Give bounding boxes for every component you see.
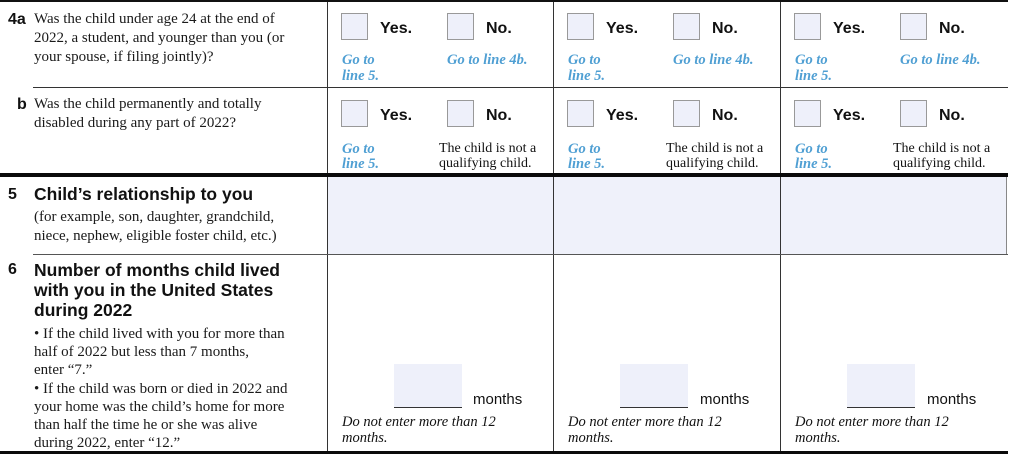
yes-label: Yes.	[380, 20, 413, 37]
child-2-column	[553, 2, 780, 88]
no-label: No.	[939, 107, 965, 124]
yes-checkbox[interactable]	[567, 13, 594, 40]
no-checkbox[interactable]	[447, 13, 474, 40]
yes-checkbox[interactable]	[794, 100, 821, 127]
months-input[interactable]	[847, 364, 915, 408]
yes-label: Yes.	[380, 107, 413, 124]
yes-instruction: Go to	[568, 52, 601, 68]
question-line: Was the child permanently and totally	[34, 96, 262, 112]
no-checkbox[interactable]	[673, 13, 700, 40]
question-line: disabled during any part of 2022?	[34, 115, 237, 131]
no-checkbox[interactable]	[673, 100, 700, 127]
months-note: months.	[568, 430, 614, 446]
months-note: months.	[342, 430, 388, 446]
no-instruction: The child is not a	[439, 141, 537, 156]
child-2-relationship-field[interactable]	[553, 177, 780, 254]
no-instruction: The child is not a	[666, 141, 764, 156]
yes-checkbox[interactable]	[341, 100, 368, 127]
yes-label: Yes.	[833, 20, 866, 37]
no-instruction: qualifying child.	[439, 156, 532, 171]
no-label: No.	[712, 107, 738, 124]
yes-instruction: Go to	[568, 141, 601, 157]
yes-label: Yes.	[833, 107, 866, 124]
months-note: Do not enter more than 12	[795, 414, 949, 430]
no-checkbox[interactable]	[447, 100, 474, 127]
child-3-column	[780, 88, 1007, 174]
line-title: during 2022	[34, 300, 133, 320]
yes-instruction: Go to	[795, 141, 828, 157]
line-number: b	[17, 96, 27, 113]
no-instruction: The child is not a	[893, 141, 991, 156]
no-checkbox[interactable]	[900, 13, 927, 40]
months-input[interactable]	[620, 364, 688, 408]
line-description: (for example, son, daughter, grandchild,	[34, 209, 275, 225]
months-input[interactable]	[394, 364, 462, 408]
no-label: No.	[486, 20, 512, 37]
line-number: 5	[8, 186, 17, 203]
question-line: your spouse, if filing jointly)?	[34, 49, 214, 65]
line-number: 4a	[8, 11, 26, 28]
child-1-column	[327, 255, 553, 452]
line-description: niece, nephew, eligible foster child, etc.)	[34, 228, 277, 244]
no-instruction: qualifying child.	[666, 156, 759, 171]
months-unit: months	[473, 391, 523, 408]
instruction-line: • If the child was born or died in 2022 and	[34, 381, 288, 397]
line-4b-label	[0, 88, 327, 174]
line-5-label	[0, 177, 327, 254]
question-line: Was the child under age 24 at the end of	[34, 11, 275, 27]
line-4a-label	[0, 2, 327, 88]
months-unit: months	[927, 391, 977, 408]
line-4b-row	[0, 88, 1008, 174]
yes-instruction: Go to	[342, 141, 375, 157]
line-title: Child’s relationship to you	[34, 184, 254, 204]
line-number: 6	[8, 261, 17, 278]
yes-instruction: line 5.	[568, 68, 606, 84]
yes-checkbox[interactable]	[794, 13, 821, 40]
line-title: Number of months child lived	[34, 260, 280, 280]
no-checkbox[interactable]	[900, 100, 927, 127]
child-3-relationship-field[interactable]	[780, 177, 1007, 254]
line-4a-row	[0, 2, 1008, 88]
instruction-line: • If the child lived with you for more than	[34, 326, 285, 342]
child-2-column	[553, 88, 780, 174]
no-label: No.	[486, 107, 512, 124]
no-label: No.	[939, 20, 965, 37]
child-1-column	[327, 88, 553, 174]
instruction-line: during 2022, enter “12.”	[34, 435, 181, 451]
no-instruction: Go to line 4b.	[900, 52, 981, 68]
yes-instruction: Go to	[795, 52, 828, 68]
line-5-row	[0, 177, 1008, 254]
yes-instruction: line 5.	[795, 156, 833, 172]
child-2-column	[553, 255, 780, 452]
yes-instruction: Go to	[342, 52, 375, 68]
child-3-column	[780, 2, 1007, 88]
yes-checkbox[interactable]	[341, 13, 368, 40]
instruction-line: enter “7.”	[34, 362, 93, 378]
instruction-line: than half the time he or she was alive	[34, 417, 258, 433]
child-3-column	[780, 255, 1007, 452]
yes-checkbox[interactable]	[567, 100, 594, 127]
months-note: Do not enter more than 12	[568, 414, 722, 430]
line-6-row	[0, 255, 1008, 452]
child-1-column	[327, 2, 553, 88]
no-instruction: Go to line 4b.	[447, 52, 528, 68]
yes-instruction: line 5.	[342, 68, 380, 84]
no-instruction: Go to line 4b.	[673, 52, 754, 68]
months-note: months.	[795, 430, 841, 446]
instruction-line: your home was the child’s home for more	[34, 399, 285, 415]
no-instruction: qualifying child.	[893, 156, 986, 171]
yes-instruction: line 5.	[342, 156, 380, 172]
yes-instruction: line 5.	[795, 68, 833, 84]
yes-instruction: line 5.	[568, 156, 606, 172]
instruction-line: half of 2022 but less than 7 months,	[34, 344, 249, 360]
months-note: Do not enter more than 12	[342, 414, 496, 430]
no-label: No.	[712, 20, 738, 37]
question-line: 2022, a student, and younger than you (or	[34, 30, 285, 46]
bottom-rule	[0, 451, 1008, 454]
line-title: with you in the United States	[34, 280, 274, 300]
line-6-label	[0, 255, 327, 452]
months-unit: months	[700, 391, 750, 408]
child-1-relationship-field[interactable]	[327, 177, 553, 254]
yes-label: Yes.	[606, 107, 639, 124]
yes-label: Yes.	[606, 20, 639, 37]
